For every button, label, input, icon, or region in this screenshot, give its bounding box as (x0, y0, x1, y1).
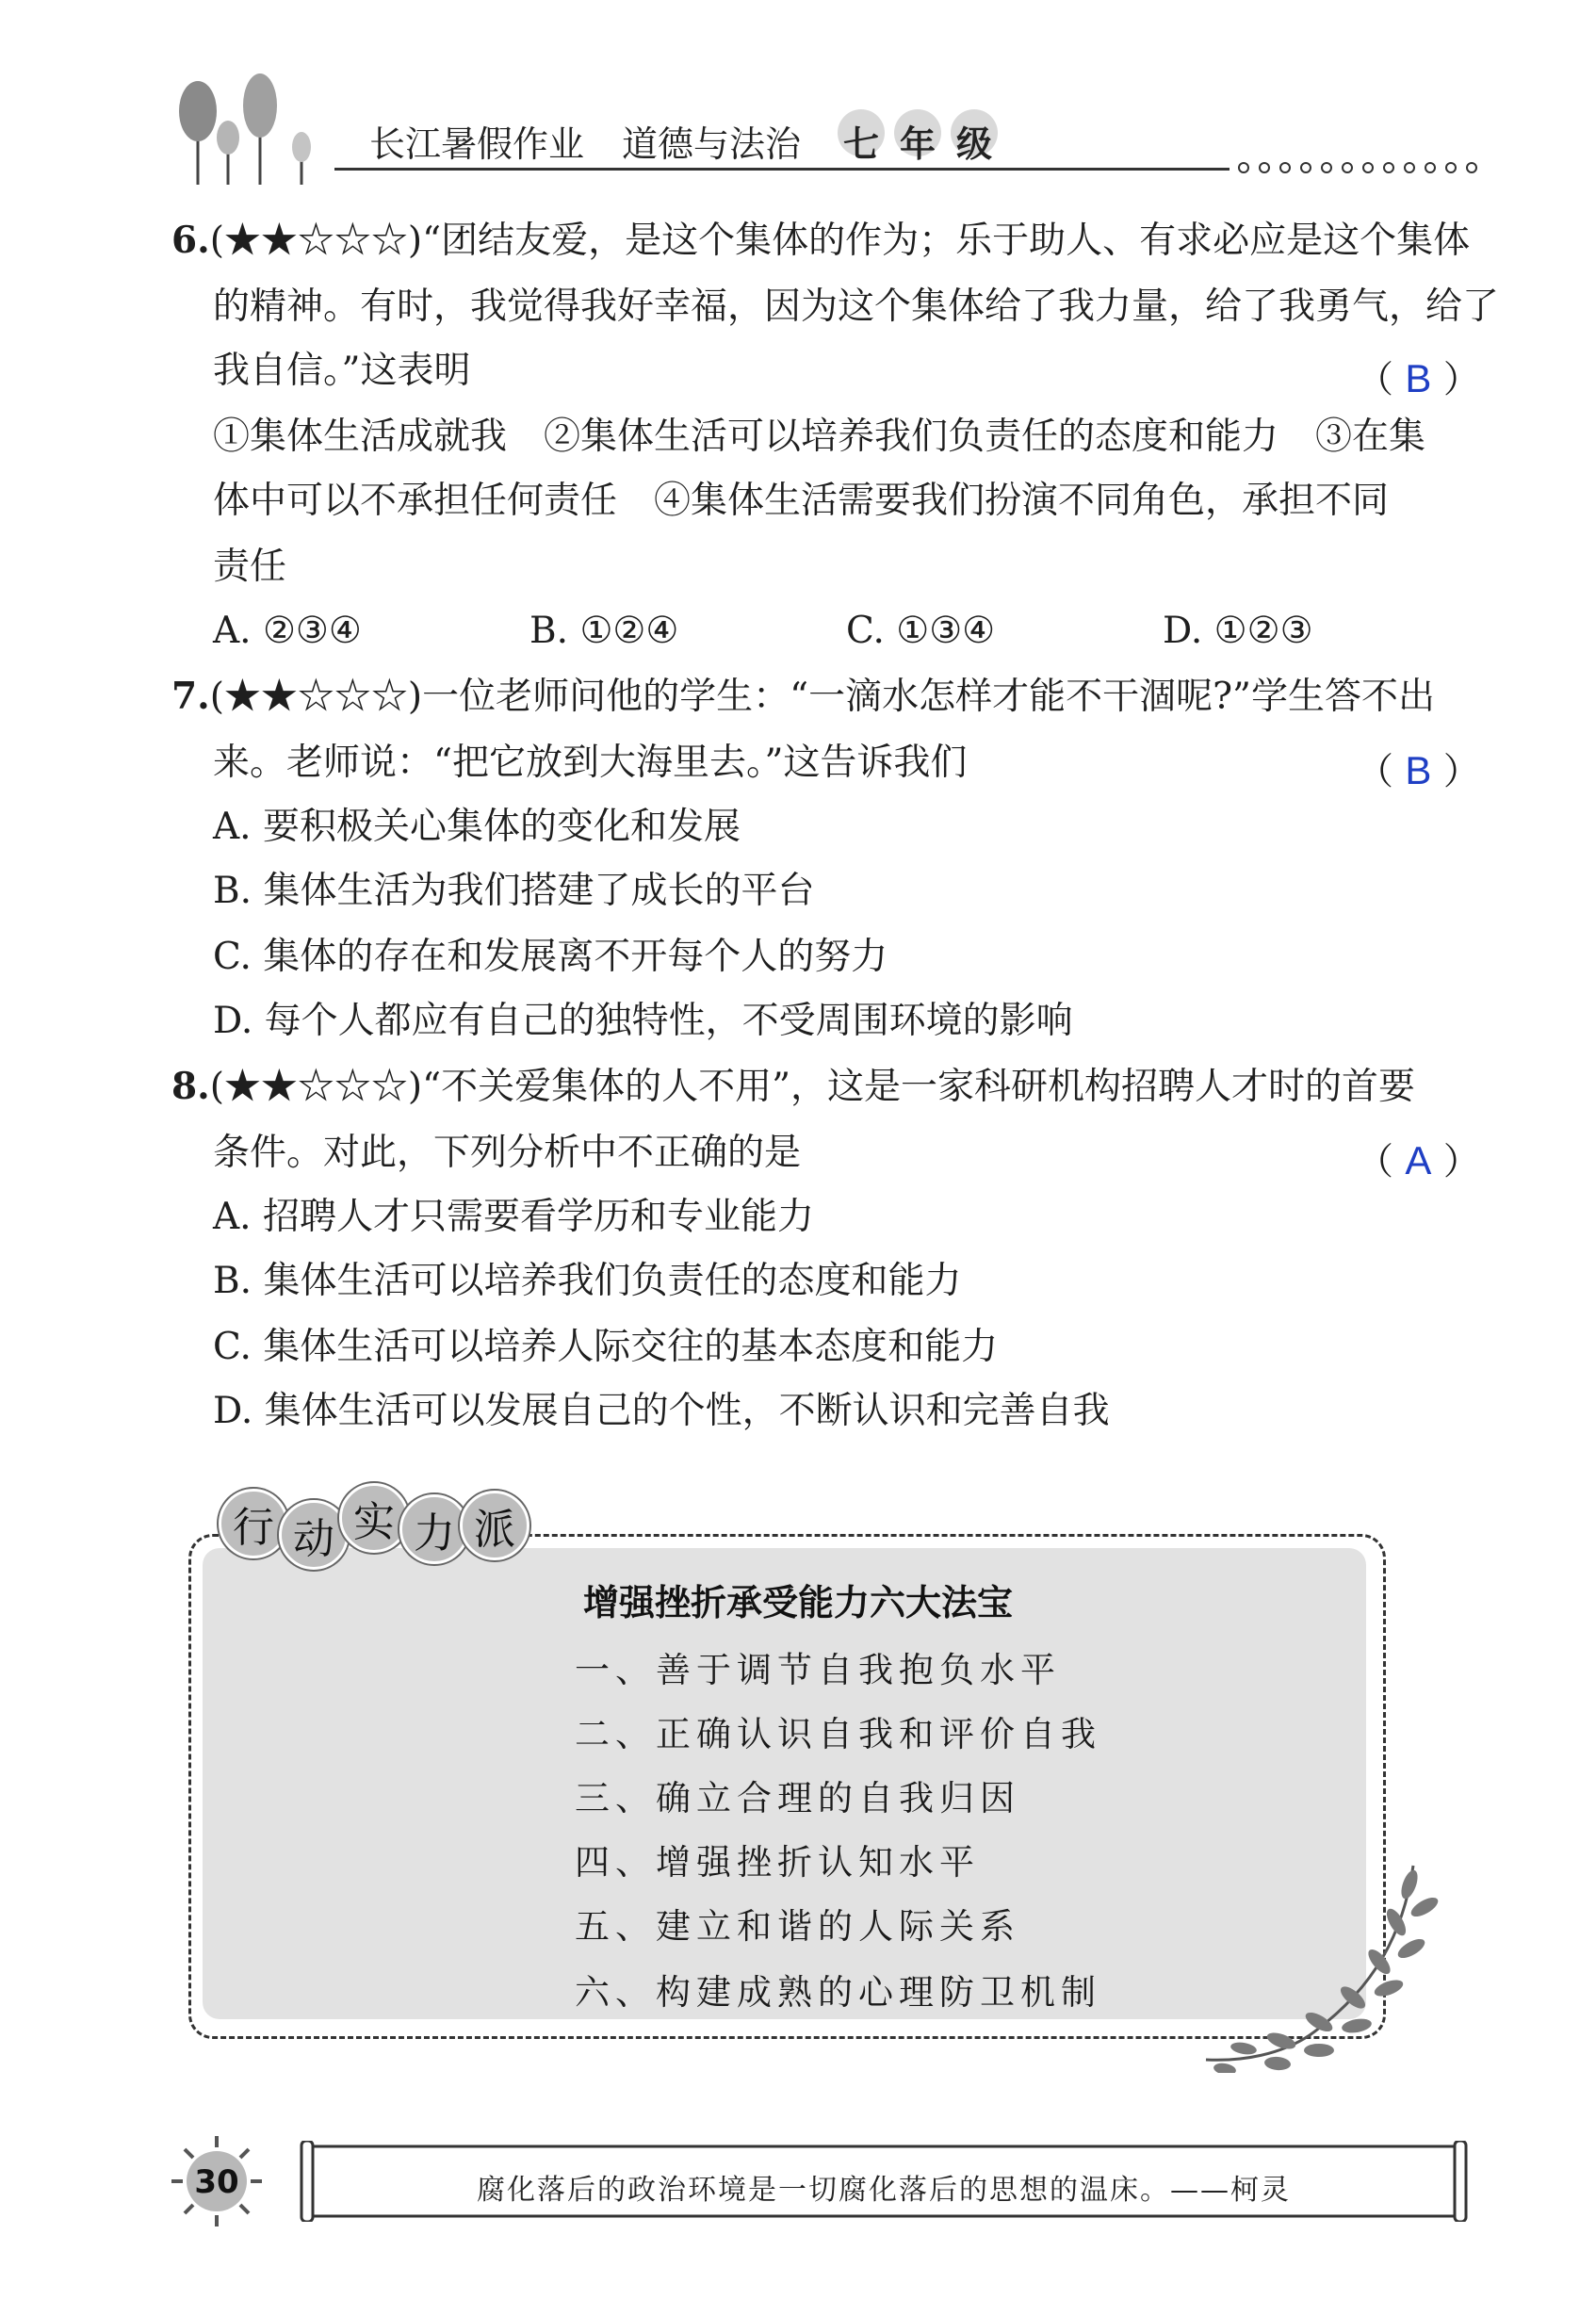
question-7-option-c: C. 集体的存在和发展离不开每个人的努力 (213, 936, 888, 978)
question-8-stars: (★★☆☆☆) (209, 1066, 423, 1108)
question-7-number: 7. (171, 675, 210, 718)
question-8-option-b: B. 集体生活可以培养我们负责任的态度和能力 (213, 1260, 962, 1302)
header-subject: 道德与法治 (622, 123, 802, 165)
leaf-branch-decoration (1187, 1847, 1441, 2073)
question-7-option-a: A. 要积极关心集体的变化和发展 (213, 806, 741, 848)
header-series: 长江暑假作业 (369, 123, 585, 165)
question-8-option-d: D. 集体生活可以发展自己的个性，不断认识和完善自我 (213, 1390, 1110, 1432)
question-8-option-a: A. 招聘人才只需要看学历和专业能力 (213, 1196, 814, 1238)
question-7-answer: （ B ） (1357, 748, 1480, 793)
tip-item: 二、正确认识自我和评价自我 (575, 1714, 1101, 1754)
question-7-stem: 来。老师说：“把它放到大海里去。”这告诉我们 (213, 742, 968, 784)
grade-char: 级 (956, 123, 993, 165)
question-8-answer: （ A ） (1357, 1138, 1480, 1183)
answer-letter: B (1405, 748, 1432, 792)
page-number: 30 (194, 2163, 239, 2201)
question-6-option-d: D. ①②③ (1163, 610, 1313, 652)
badge-char: 实 (339, 1483, 409, 1553)
header-trees-logo (170, 73, 330, 187)
action-box-title: 增强挫折承受能力六大法宝 (582, 1582, 1013, 1623)
question-6-answer: （ B ） (1357, 356, 1480, 401)
grade-char: 年 (900, 123, 936, 165)
tip-item: 三、确立合理的自我归因 (575, 1778, 1020, 1819)
question-6-statement: ①集体生活成就我 ②集体生活可以培养我们负责任的态度和能力 ③在集 (213, 416, 1426, 458)
question-6-number: 6. (171, 219, 210, 262)
question-8-option-c: C. 集体生活可以培养人际交往的基本态度和能力 (213, 1326, 999, 1368)
badge-char: 力 (399, 1494, 469, 1564)
question-7-stars: (★★☆☆☆) (209, 676, 423, 718)
tip-item: 五、建立和谐的人际关系 (575, 1906, 1020, 1947)
answer-letter: A (1405, 1138, 1432, 1182)
header-dots (1236, 156, 1481, 179)
answer-letter: B (1405, 356, 1432, 400)
badge-char: 派 (460, 1491, 529, 1560)
header-rule (334, 168, 1230, 171)
question-6-option-b: B. ①②④ (529, 610, 679, 652)
footer-quote: 腐化落后的政治环境是一切腐化落后的思想的温床。——柯灵 (477, 2174, 1291, 2207)
question-7-stem: 一位老师问他的学生：“一滴水怎样才能不干涸呢?”学生答不出 (422, 676, 1435, 718)
badge-char: 动 (279, 1500, 349, 1570)
question-6-option-c: C. ①③④ (846, 610, 996, 652)
question-8-line-1 (171, 1065, 1416, 1108)
tip-item: 一、善于调节自我抱负水平 (575, 1650, 1061, 1690)
grade-char: 七 (843, 123, 880, 165)
question-6-stem: “团结友爱，是这个集体的作为；乐于助人、有求必应是这个集体 (422, 220, 1471, 262)
question-6-statement: 体中可以不承担任何责任 ④集体生活需要我们扮演不同角色，承担不同 (213, 480, 1390, 522)
question-6-stem: 的精神。有时，我觉得我好幸福，因为这个集体给了我力量，给了我勇气，给了 (213, 285, 1500, 328)
question-8-number: 8. (171, 1065, 210, 1108)
question-6-line-1 (171, 219, 1471, 262)
question-7-line-1 (171, 675, 1435, 718)
question-6-statement: 责任 (213, 546, 287, 588)
question-8-stem: “不关爱集体的人不用”，这是一家科研机构招聘人才时的首要 (422, 1066, 1416, 1108)
question-6-stars: (★★☆☆☆) (209, 220, 423, 262)
tip-item: 四、增强挫折认知水平 (575, 1842, 980, 1883)
question-7-option-d: D. 每个人都应有自己的独特性，不受周围环境的影响 (213, 1000, 1073, 1042)
tip-item: 六、构建成熟的心理防卫机制 (575, 1972, 1101, 2013)
badge-char: 行 (219, 1489, 288, 1558)
question-6-stem: 我自信。”这表明 (213, 350, 471, 392)
question-6-option-a: A. ②③④ (213, 610, 362, 652)
question-7-option-b: B. 集体生活为我们搭建了成长的平台 (213, 870, 815, 912)
question-8-stem: 条件。对此，下列分析中不正确的是 (213, 1132, 802, 1174)
